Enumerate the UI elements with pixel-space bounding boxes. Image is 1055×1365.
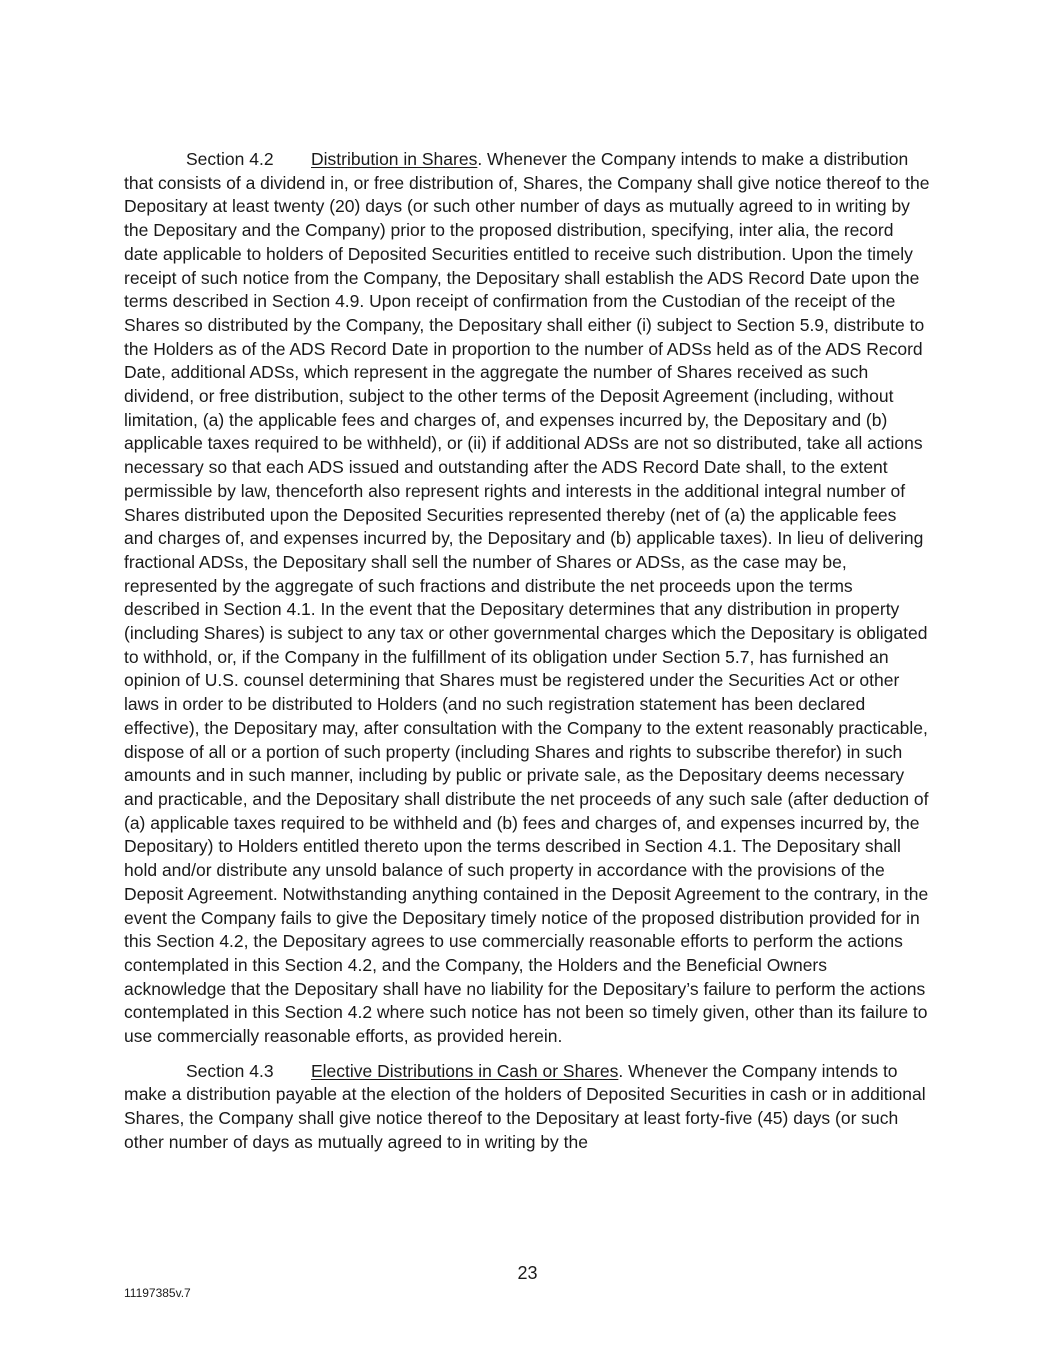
document-id: 11197385v.7 <box>124 1286 191 1300</box>
section-body: . Whenever the Company intends to make a distribution that consists of a dividend in, or free distribution of, Shares, the Company shall give notice thereof to the Depositary at least twenty (20) days (or such other number of days as mutually agreed to in writing by the Depositary and the Company) prior to the proposed distribution, specifying, inter alia, the record date applicable to holders of Deposited Securities entitled to receive such distribution. Upon the timely receipt of such notice from the Company, the Depositary shall establish the ADS Record Date upon the terms described in Section 4.9. Upon receipt of confirmation from the Custodian of the receipt of the Shares so distributed by the Company, the Depositary shall either (i) subject to Section 5.9, distribute to the Holders as of the ADS Record Date in proportion to the number of ADSs held as of the ADS Record Date, additional ADSs, which represent in the aggregate the number of Shares received as such dividend, or free distribution, subject to the other terms of the Deposit Agreement (including, without limitation, (a) the applicable fees and charges of, and expenses incurred by, the Depositary and (b) applicable taxes required to be withheld), or (ii) if additional ADSs are not so distributed, take all actions necessary so that each ADS issued and outstanding after the ADS Record Date shall, to the extent permissible by law, thenceforth also represent rights and interests in the additional integral number of Shares distributed upon the Deposited Securities represented thereby (net of (a) the applicable fees and charges of, and expenses incurred by, the Depositary and (b) applicable taxes). In lieu of delivering fractional ADSs, the Depositary shall sell the number of Shares or ADSs, as the case may be, represented by the aggregate of such fractions and distribute the net proceeds upon the terms described in Section 4.1. In the event that the Depositary determines that any distribution in property (including Shares) is subject to any tax or other governmental charges which the Depositary is obligated to withhold, or, if the Company in the fulfillment of its obligation under Section 5.7, has furnished an opinion of U.S. counsel determining that Shares must be registered under the Securities Act or other laws in order to be distributed to Holders (and no such registration statement has been declared effective), the Depositary may, after consultation with the Company to the extent reasonably practicable, dispose of all or a portion of such property (including Shares and rights to subscribe therefor) in such amounts and in such manner, including by public or private sale, as the Depositary deems necessary and practicable, and the Depositary shall distribute the net proceeds of any such sale (after deduction of (a) applicable taxes required to be withheld and (b) fees and charges of, and expenses incurred by, the Depositary) to Holders entitled thereto upon the terms described in Section 4.1. The Depositary shall hold and/or distribute any unsold balance of such property in accordance with the provisions of the Deposit Agreement. Notwithstanding anything contained in the Deposit Agreement to the contrary, in the event the Company fails to give the Depositary timely notice of the proposed distribution provided for in this Section 4.2, the Depositary agrees to use commercially reasonable efforts to perform the actions contemplated in this Section 4.2, and the Company, the Holders and the Beneficial Owners acknowledge that the Depositary shall have no liability for the Depositary’s failure to perform the actions contemplated in this Section 4.2 where such notice has not been so timely given, other than its failure to use commercially reasonable efforts, as provided herein. <box>124 149 930 1047</box>
section-title: Elective Distributions in Cash or Shares <box>311 1060 619 1081</box>
section-title: Distribution in Shares <box>311 149 478 169</box>
section-4-3-paragraph <box>124 1060 930 1155</box>
section-body: . Whenever the Company intends to make a distribution payable at the election of the holders of Deposited Securities in cash or in additional Shares, the Company shall give notice thereof to the Depositary at least forty-five (45) days (or such other number of days as mutually agreed to in writing by the <box>124 1060 926 1152</box>
section-4-2-paragraph <box>124 148 930 1049</box>
section-number: Section 4.2 <box>186 149 274 169</box>
page-number: 23 <box>517 1263 538 1283</box>
document-body <box>124 148 930 1166</box>
section-number: Section 4.3 <box>186 1060 274 1081</box>
